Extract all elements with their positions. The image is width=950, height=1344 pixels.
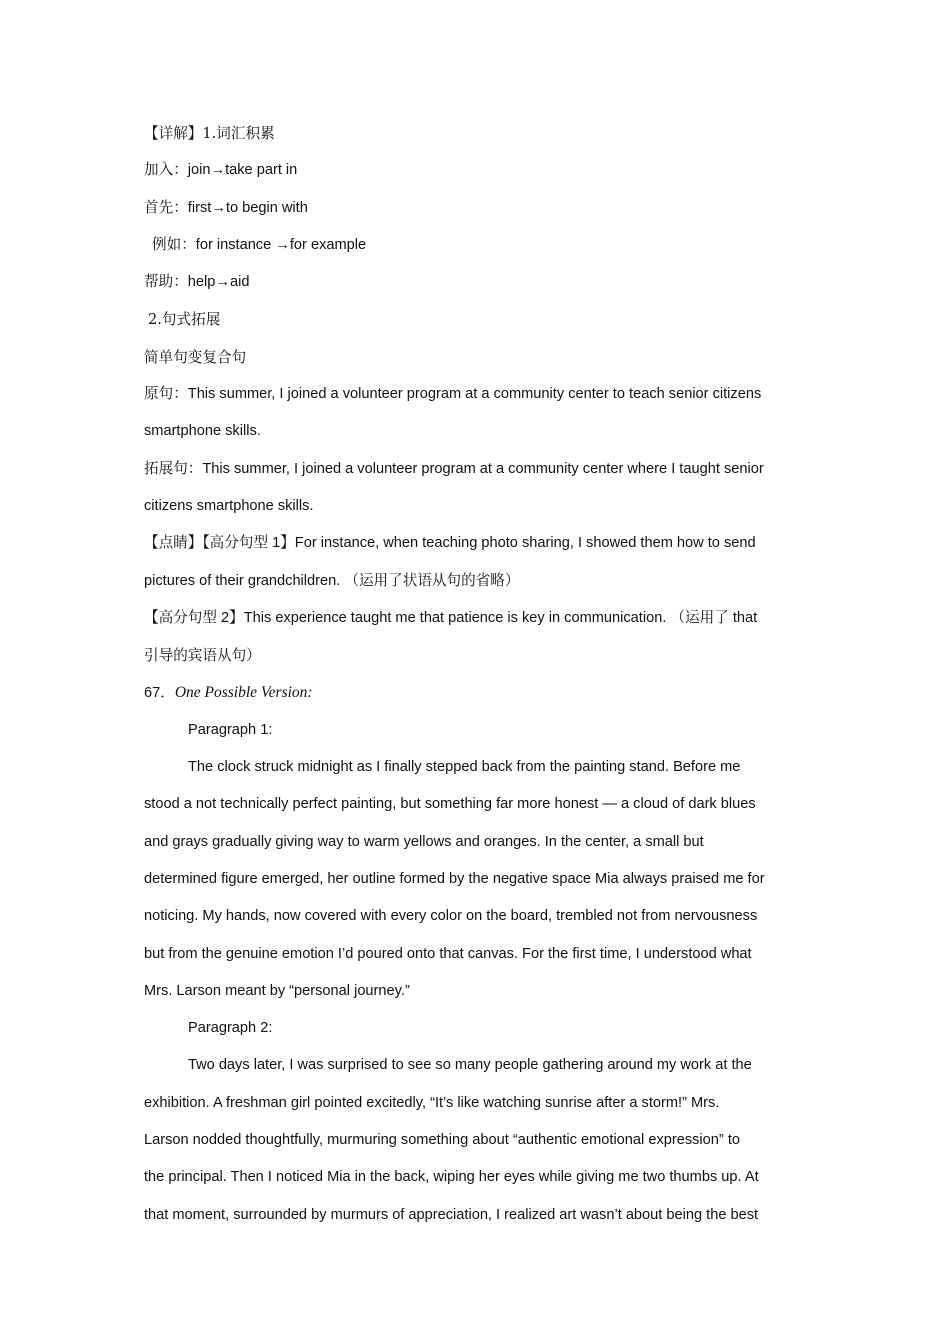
essay-p1-line: Mrs. Larson meant by “personal journey.” — [144, 982, 410, 999]
vocab-help: 帮助：help→aid — [144, 274, 250, 291]
essay-p1-line: but from the genuine emotion I’d poured onto that canvas. For the first time, I understood what — [144, 945, 752, 962]
question-number: 67． — [144, 685, 175, 702]
essay-p1-line: stood a not technically perfect painting, but something far more honest — a cloud of dark blues — [144, 796, 756, 813]
vocab-for-instance: 例如：for instance →for example — [152, 236, 367, 253]
essay-p1-line: noticing. My hands, now covered with every color on the board, trembled not from nervousness — [144, 908, 758, 925]
vocab-first: 首先：first→to begin with — [144, 199, 308, 216]
highlight-pattern-2: 【高分句型 2】This experience taught me that patience is key in communication. （运用了 that — [144, 609, 758, 626]
essay-p1-line: determined figure emerged, her outline formed by the negative space Mia always praised me for — [144, 870, 765, 887]
question-67-heading — [144, 674, 812, 711]
highlight-pattern-1: 【点睛】【高分句型 1】For instance, when teaching photo sharing, I showed them how to send — [144, 535, 756, 552]
original-sentence: 原句：This summer, I joined a volunteer program at a community center to teach senior citizens — [144, 386, 762, 403]
heading-detail-vocab: 【详解】1.词汇积累 — [144, 125, 275, 142]
simple-to-complex-label: 简单句变复合句 — [144, 348, 247, 366]
essay-p2-line: that moment, surrounded by murmurs of appreciation, I realized art wasn’t about being the best — [144, 1206, 759, 1223]
essay-p2-line: Larson nodded thoughtfully, murmuring something about “authentic emotional expression” to — [144, 1132, 740, 1149]
essay-p2-line: Two days later, I was surprised to see so many people gathering around my work at the — [188, 1057, 752, 1074]
essay-p1-line: and grays gradually giving way to warm yellows and oranges. In the center, a small but — [144, 833, 704, 850]
essay-p1-line: The clock struck midnight as I finally stepped back from the painting stand. Before me — [188, 759, 741, 776]
paragraph-1-label: Paragraph 1: — [188, 721, 273, 738]
vocab-join: 加入：join→take part in — [144, 162, 298, 179]
essay-p2-line: exhibition. A freshman girl pointed excitedly, “It’s like watching sunrise after a storm!” Mrs. — [144, 1094, 720, 1111]
expanded-sentence-cont: citizens smartphone skills. — [144, 497, 314, 514]
heading-sentence-expansion: 2.句式拓展 — [148, 311, 221, 329]
paragraph-2-label: Paragraph 2: — [188, 1020, 273, 1037]
highlight-pattern-2-cont: 引导的宾语从句） — [144, 647, 261, 665]
expanded-sentence: 拓展句：This summer, I joined a volunteer program at a community center where I taught senior — [144, 460, 764, 477]
original-sentence-cont: smartphone skills. — [144, 423, 261, 440]
highlight-pattern-1-cont: pictures of their grandchildren. （运用了状语从句的省略） — [144, 572, 520, 589]
essay-p2-line: the principal. Then I noticed Mia in the back, wiping her eyes while giving me two thumbs up. At — [144, 1169, 759, 1186]
answer-explanation-text — [144, 115, 812, 1234]
possible-version-label: One Possible Version: — [174, 684, 313, 702]
